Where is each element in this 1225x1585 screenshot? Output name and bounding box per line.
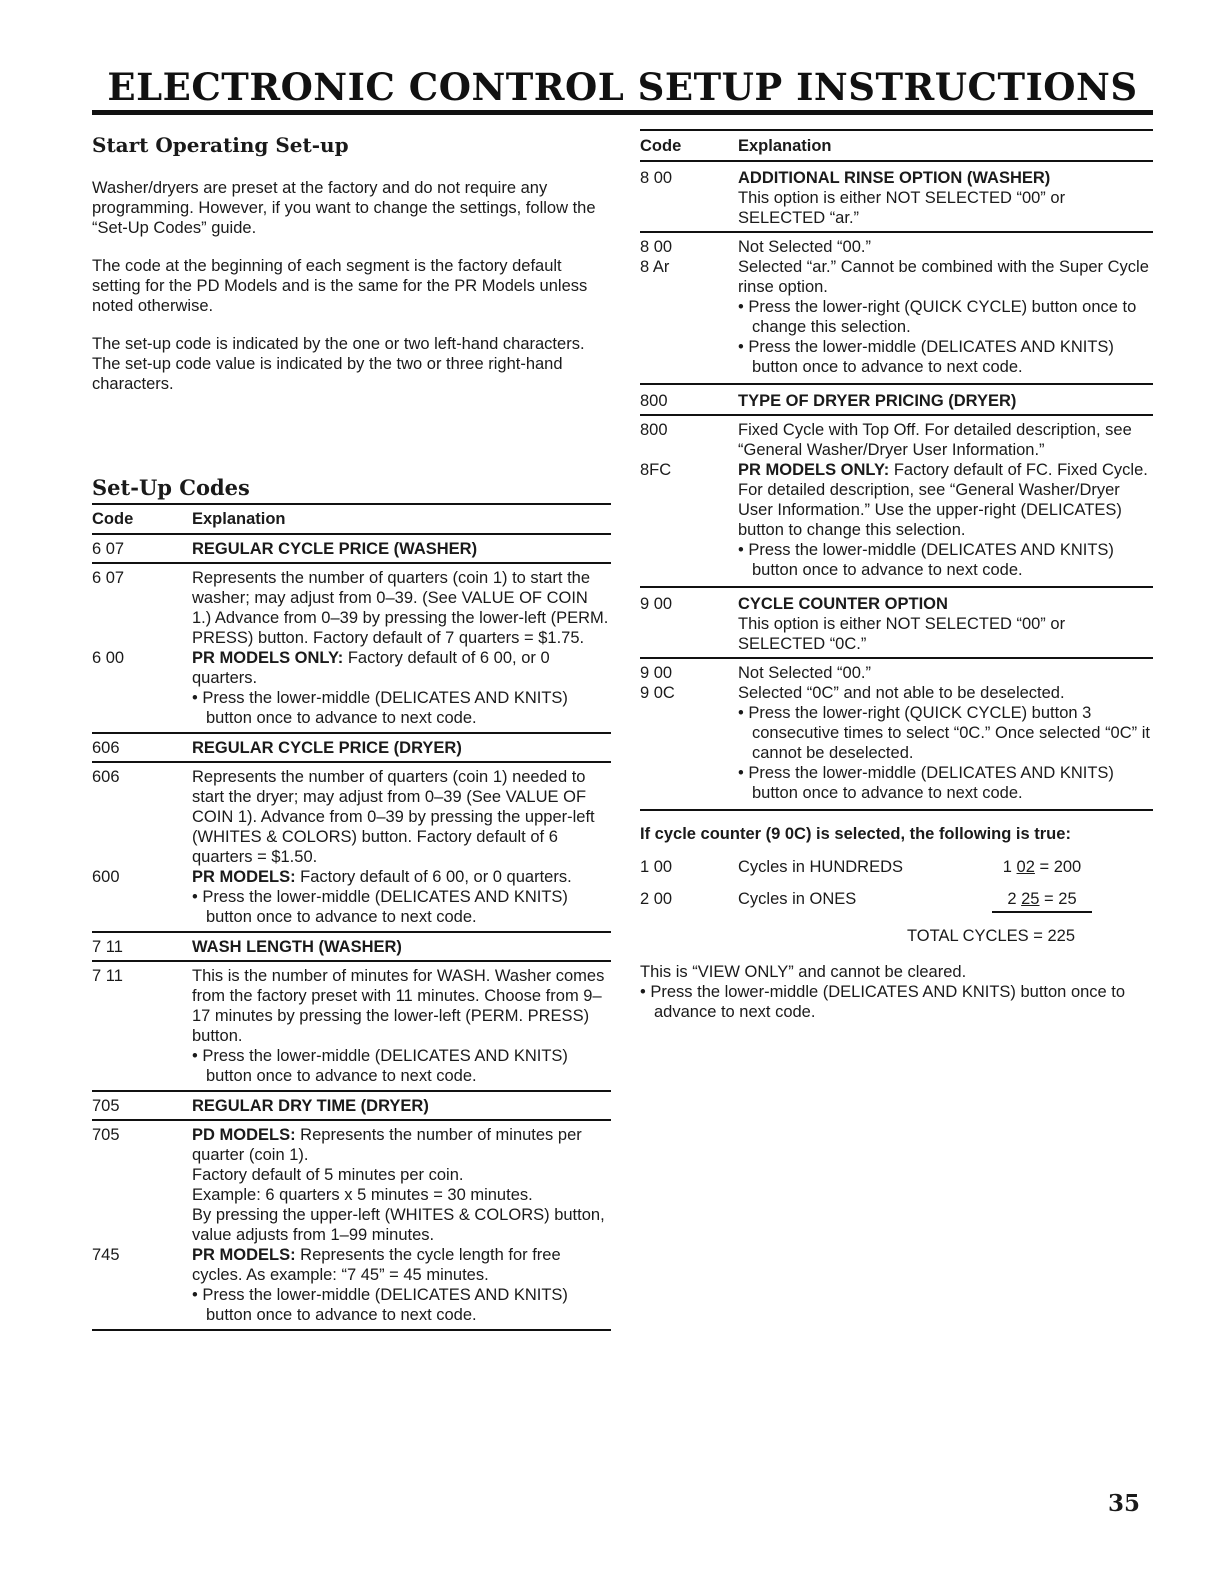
section-code: 6 07 bbox=[92, 540, 125, 558]
entry-code: 9 0C bbox=[640, 684, 675, 702]
table-header bbox=[92, 505, 611, 535]
counter-row bbox=[640, 857, 1153, 877]
table-header bbox=[640, 129, 1153, 162]
counter-calculation: 2 25 = 25 bbox=[992, 889, 1092, 913]
entry-code: 8 00 bbox=[640, 238, 673, 256]
instruction-bullet: • Press the lower-middle (DELICATES AND KNITS) button once to advance to next code. bbox=[192, 888, 568, 926]
entry-code: 6 00 bbox=[92, 649, 125, 667]
entry-text bbox=[738, 683, 1153, 703]
entry-text bbox=[192, 1245, 611, 1285]
entry-description bbox=[738, 683, 1153, 803]
entry-code: 7 11 bbox=[92, 967, 123, 985]
title-rule bbox=[92, 110, 1153, 115]
entry-text bbox=[192, 767, 611, 867]
counter-code: 2 00 bbox=[640, 890, 673, 908]
entry-text bbox=[192, 867, 611, 887]
code-section bbox=[640, 162, 1153, 385]
entry-text bbox=[192, 1205, 611, 1245]
code-section bbox=[640, 385, 1153, 588]
code-entry bbox=[92, 648, 611, 728]
advance-instruction: • Press the lower-middle (DELICATES AND KNITS) button once to advance to next code. bbox=[640, 983, 1126, 1021]
section-code: 606 bbox=[92, 739, 120, 757]
counter-code: 1 00 bbox=[640, 858, 673, 876]
view-only-note: This is “VIEW ONLY” and cannot be cleared. bbox=[640, 963, 967, 981]
section-title bbox=[192, 539, 611, 559]
model-label: PR MODELS ONLY: bbox=[192, 649, 344, 667]
entry-text-body: By pressing the upper-left (WHITES & COLORS) button, value adjusts from 1–99 minutes. bbox=[192, 1206, 605, 1244]
instruction-bullet: • Press the lower-middle (DELICATES AND KNITS) button once to advance to next code. bbox=[192, 689, 568, 727]
code-section bbox=[92, 933, 611, 1092]
section-title-row bbox=[640, 592, 1153, 659]
code-entry bbox=[640, 237, 1153, 257]
right-column bbox=[640, 118, 1153, 1022]
code-entry bbox=[640, 663, 1153, 683]
entry-code: 600 bbox=[92, 868, 120, 886]
entry-text-body: Selected “0C” and not able to be deselected. bbox=[738, 684, 1065, 702]
instruction-bullet: • Press the lower-middle (DELICATES AND KNITS) button once to advance to next code. bbox=[192, 1286, 568, 1324]
entry-text-body: Represents the number of minutes per quarter (coin 1). bbox=[192, 1126, 582, 1164]
entry-text-body: Factory default of 5 minutes per coin. bbox=[192, 1166, 464, 1184]
entry-text bbox=[738, 420, 1153, 460]
entry-text bbox=[192, 966, 611, 1046]
section-code: 8 00 bbox=[640, 169, 673, 187]
entry-code: 8 Ar bbox=[640, 258, 670, 276]
entry-text-body: Factory default of 6 00, or 0 quarters. bbox=[192, 649, 550, 687]
instruction-bullet: • Press the lower-middle (DELICATES AND KNITS) button once to advance to next code. bbox=[738, 541, 1114, 579]
section-title-row bbox=[640, 166, 1153, 233]
default-code-paragraph: The code at the beginning of each segment is the factory default setting for the PD Models and is the same for the PR Models unless noted otherwise. bbox=[92, 257, 588, 315]
counter-row bbox=[640, 889, 1153, 913]
entry-text-body: Example: 6 quarters x 5 minutes = 30 minutes. bbox=[192, 1186, 533, 1204]
entry-text bbox=[738, 663, 1153, 683]
code-entry bbox=[640, 683, 1153, 803]
section-code: 800 bbox=[640, 392, 668, 410]
column-header-code: Code bbox=[640, 137, 682, 155]
entry-text bbox=[192, 1125, 611, 1165]
code-entry bbox=[92, 568, 611, 648]
start-operating-heading: Start Operating Set-up bbox=[92, 133, 349, 157]
section-title-row bbox=[92, 935, 611, 962]
entry-text-body: Selected “ar.” Cannot be combined with the Super Cycle rinse option. bbox=[738, 258, 1149, 296]
code-entry bbox=[640, 257, 1153, 377]
section-title bbox=[192, 1096, 611, 1116]
entry-description bbox=[738, 460, 1153, 580]
entry-text bbox=[192, 1165, 611, 1185]
code-section bbox=[640, 588, 1153, 811]
instruction-bullet: • Press the lower-right (QUICK CYCLE) button once to change this selection. bbox=[738, 298, 1137, 336]
entry-description bbox=[192, 1125, 611, 1245]
instruction-bullet: • Press the lower-middle (DELICATES AND KNITS) button once to advance to next code. bbox=[738, 764, 1114, 802]
instruction-bullet: • Press the lower-middle (DELICATES AND KNITS) button once to advance to next code. bbox=[192, 1047, 568, 1085]
code-entry bbox=[92, 767, 611, 867]
model-label: PR MODELS: bbox=[192, 868, 296, 886]
entry-text-body: Not Selected “00.” bbox=[738, 238, 871, 256]
entry-code: 705 bbox=[92, 1126, 120, 1144]
code-entry bbox=[92, 966, 611, 1086]
section-title bbox=[192, 937, 611, 957]
cycle-counter-heading: If cycle counter (9 0C) is selected, the following is true: bbox=[640, 825, 1071, 843]
code-entry bbox=[92, 867, 611, 927]
entry-code: 800 bbox=[640, 421, 668, 439]
section-code: 7 11 bbox=[92, 938, 123, 956]
entry-text-body: Not Selected “00.” bbox=[738, 664, 871, 682]
counter-calculation: 1 02 = 200 bbox=[1002, 858, 1082, 876]
setup-codes-heading: Set-Up Codes bbox=[92, 474, 611, 505]
section-code: 705 bbox=[92, 1097, 120, 1115]
section-title bbox=[738, 391, 1153, 411]
section-subtitle: This option is either NOT SELECTED “00” or SELECTED “0C.” bbox=[738, 615, 1066, 653]
code-section bbox=[92, 535, 611, 734]
counter-description: Cycles in ONES bbox=[738, 890, 857, 908]
entry-description bbox=[192, 767, 611, 867]
section-title-row bbox=[92, 1094, 611, 1121]
model-label: PR MODELS: bbox=[192, 1246, 296, 1264]
section-title-row bbox=[92, 537, 611, 564]
counter-description: Cycles in HUNDREDS bbox=[738, 858, 904, 876]
entry-text bbox=[192, 1185, 611, 1205]
entry-text-body: Factory default of 6 00, or 0 quarters. bbox=[295, 868, 572, 886]
code-entry bbox=[640, 460, 1153, 580]
code-entry bbox=[92, 1245, 611, 1325]
left-code-sections bbox=[92, 535, 611, 1331]
section-title bbox=[192, 738, 611, 758]
entry-code: 9 00 bbox=[640, 664, 673, 682]
entry-description bbox=[738, 663, 1153, 683]
code-entry bbox=[92, 1125, 611, 1245]
section-title-text: REGULAR DRY TIME (DRYER) bbox=[192, 1097, 429, 1115]
entry-text bbox=[738, 257, 1153, 297]
section-title-text: REGULAR CYCLE PRICE (WASHER) bbox=[192, 540, 478, 558]
entry-description bbox=[738, 237, 1153, 257]
section-title-text: CYCLE COUNTER OPTION bbox=[738, 595, 948, 613]
total-cycles: TOTAL CYCLES = 225 bbox=[907, 927, 1075, 945]
entry-description bbox=[192, 867, 611, 927]
entry-text bbox=[192, 648, 611, 688]
entry-description bbox=[192, 648, 611, 728]
entry-text bbox=[192, 568, 611, 648]
entry-text-body: Represents the cycle length for free cycles. As example: “7 45” = 45 minutes. bbox=[192, 1246, 561, 1284]
code-entry bbox=[640, 420, 1153, 460]
right-code-sections bbox=[640, 162, 1153, 811]
entry-text bbox=[738, 460, 1153, 540]
section-title bbox=[738, 168, 1153, 228]
code-section bbox=[92, 1092, 611, 1331]
section-title-text: REGULAR CYCLE PRICE (DRYER) bbox=[192, 739, 462, 757]
entry-text-body: This is the number of minutes for WASH. Washer comes from the factory preset with 11 minutes. Choose from 9–17 minutes by pressing the lower-left (PERM. PRESS) button. bbox=[192, 967, 605, 1045]
entry-code: 8FC bbox=[640, 461, 672, 479]
section-title-text: TYPE OF DRYER PRICING (DRYER) bbox=[738, 392, 1017, 410]
section-title-text: WASH LENGTH (WASHER) bbox=[192, 938, 402, 956]
entry-description bbox=[192, 1245, 611, 1325]
entry-text-body: Factory default of FC. Fixed Cycle. For detailed description, see “General Washer/Dryer User Information.” Use the upper-right (DELICATES) button to change this selection. bbox=[738, 461, 1148, 539]
column-header-explanation: Explanation bbox=[738, 137, 832, 155]
instruction-bullet: • Press the lower-middle (DELICATES AND KNITS) button once to advance to next code. bbox=[738, 338, 1114, 376]
model-label: PD MODELS: bbox=[192, 1126, 296, 1144]
page-title: ELECTRONIC CONTROL SETUP INSTRUCTIONS bbox=[107, 65, 1138, 109]
entry-description bbox=[192, 966, 611, 1086]
model-label: PR MODELS ONLY: bbox=[738, 461, 890, 479]
entry-description bbox=[192, 568, 611, 648]
entry-text-body: Represents the number of quarters (coin 1) to start the washer; may adjust from 0–39. (See VALUE OF COIN 1.) Advance from 0–39 by pressing the lower-left (PERM. PRESS) button. Factory default of 7 quarters = $1.75. bbox=[192, 569, 609, 647]
entry-code: 606 bbox=[92, 768, 120, 786]
entry-code: 6 07 bbox=[92, 569, 125, 587]
column-header-code: Code bbox=[92, 510, 134, 528]
section-subtitle: This option is either NOT SELECTED “00” or SELECTED “ar.” bbox=[738, 189, 1066, 227]
entry-description bbox=[738, 420, 1153, 460]
page-number: 35 bbox=[1107, 1490, 1140, 1517]
section-title-row bbox=[92, 736, 611, 763]
entry-code: 745 bbox=[92, 1246, 120, 1264]
code-section bbox=[92, 734, 611, 933]
left-column bbox=[92, 118, 611, 1331]
instruction-bullet: • Press the lower-right (QUICK CYCLE) button 3 consecutive times to select “0C.” Once selected “0C” it cannot be deselected. bbox=[738, 704, 1150, 762]
section-title-row bbox=[640, 389, 1153, 416]
column-header-explanation: Explanation bbox=[192, 510, 286, 528]
entry-text-body: Represents the number of quarters (coin 1) needed to start the dryer; may adjust from 0–39 (See VALUE OF COIN 1). Advance from 0–39 by pressing the upper-left (WHITES & COLORS) button. Factory default of 6 quarters = $1.50. bbox=[192, 768, 595, 866]
entry-description bbox=[738, 257, 1153, 377]
section-title-text: ADDITIONAL RINSE OPTION (WASHER) bbox=[738, 169, 1051, 187]
setup-code-paragraph: The set-up code is indicated by the one or two left-hand characters. The set-up code value is indicated by the two or three right-hand characters. bbox=[92, 335, 585, 393]
intro-paragraph: Washer/dryers are preset at the factory and do not require any programming. However, if you want to change the settings, follow the “Set-Up Codes” guide. bbox=[92, 179, 596, 237]
entry-text bbox=[738, 237, 1153, 257]
section-code: 9 00 bbox=[640, 595, 673, 613]
section-title bbox=[738, 594, 1153, 654]
entry-text-body: Fixed Cycle with Top Off. For detailed description, see “General Washer/Dryer User Information.” bbox=[738, 421, 1132, 459]
